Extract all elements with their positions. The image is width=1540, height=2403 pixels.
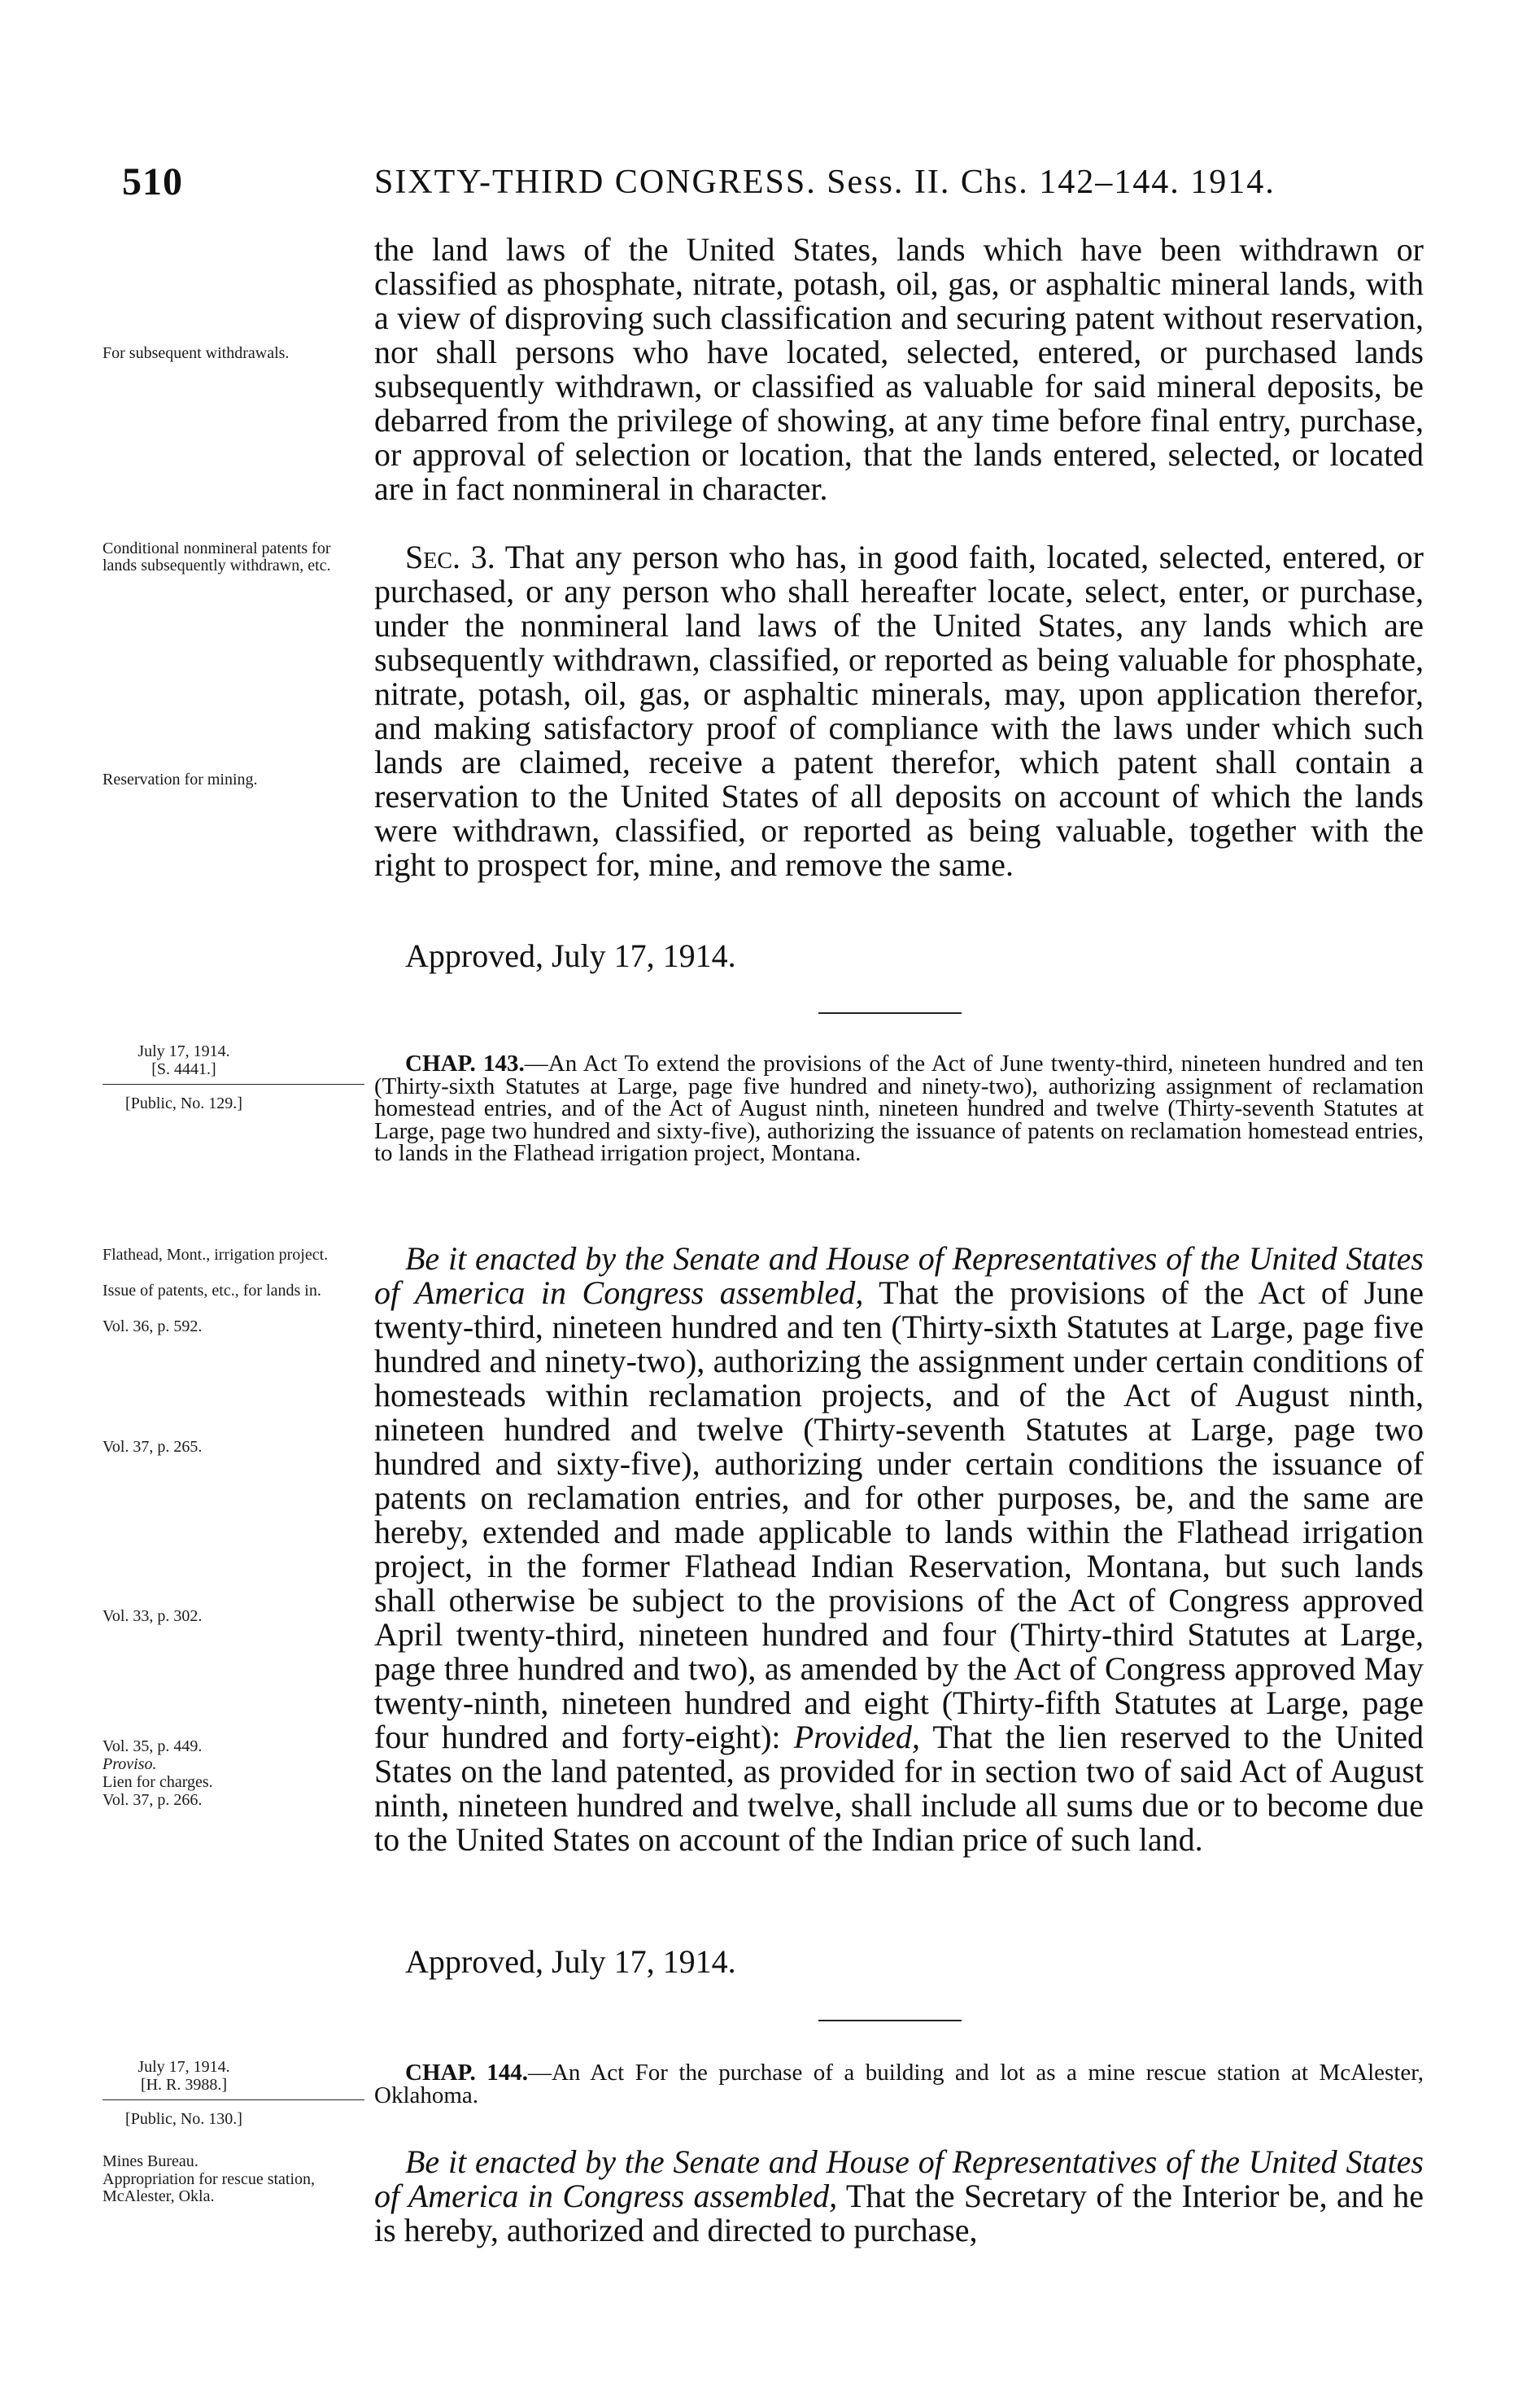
chap143-body-b: That the lien reserved to the United States on the land patented, as provided for in section two of said Act of August ninth, nineteen hundred and twelve, shall include all sums due or to become due to the United States on account of the Indian price of such land. xyxy=(374,1719,1424,1858)
margin-note-rule-2 xyxy=(103,2099,364,2100)
margin-note-vol33: Vol. 33, p. 302. xyxy=(103,1607,203,1625)
section-divider-rule xyxy=(818,1012,962,1014)
margin-note-chap143-public: [Public, No. 129.] xyxy=(125,1094,242,1112)
chap143-title-block xyxy=(374,1053,1424,1165)
chap144-title xyxy=(374,2062,1424,2107)
chap144-body-text: That the Secretary of the Interior be, and he is hereby, authorized and directed to purchase, xyxy=(374,2178,1424,2248)
margin-note-vol35: Vol. 35, p. 449. xyxy=(103,1737,203,1755)
margin-note-appropriation: Appropriation for rescue station, McAlester, Okla. xyxy=(103,2170,316,2205)
section-3 xyxy=(374,540,1424,882)
chap143-heading: CHAP. 143. xyxy=(405,1051,525,1077)
margin-note-chap144-date: July 17, 1914. xyxy=(137,2058,230,2076)
margin-note-flathead: Flathead, Mont., irrigation project. xyxy=(103,1246,329,1264)
margin-note-lien: Lien for charges. xyxy=(103,1773,213,1791)
section-continuation xyxy=(374,233,1424,506)
section-3-label: Sec. 3. xyxy=(405,539,495,575)
margin-note-vol37-266: Vol. 37, p. 266. xyxy=(103,1791,203,1809)
chap143-proviso: Provided, xyxy=(793,1719,920,1755)
margin-note-chap143-bill: [S. 4441.] xyxy=(151,1060,216,1078)
section-3-text: That any person who has, in good faith, located, selected, entered, or purchased, or any person who shall hereafter locate, select, enter, or purchase, under the nonmineral land laws of the United States, any lands which are subsequently withdrawn, classified, or reported as being valuable for phosphate, nitrate, potash, oil, gas, or asphaltic minerals, may, upon application therefor, and making satisfactory proof of compliance with the laws under which such lands are claimed, receive a patent therefor, which patent shall contain a reservation to the United States of all deposits on account of which the lands were withdrawn, classified, or reported as being valuable, together with the right to prospect for, mine, and remove the same. xyxy=(374,539,1424,883)
margin-note-subsequent-withdrawals: For subsequent withdrawals. xyxy=(103,344,290,362)
chap143-title xyxy=(374,1053,1424,1165)
margin-note-mines-bureau: Mines Bureau. xyxy=(103,2152,198,2170)
margin-note-chap144-public: [Public, No. 130.] xyxy=(125,2110,242,2128)
chap144-enacting-clause: Be it enacted by the Senate and House of Representatives of the United States of America in Congress assembled, xyxy=(374,2143,1424,2214)
chap144-title-block xyxy=(374,2062,1424,2107)
margin-note-reservation-mining: Reservation for mining. xyxy=(103,771,258,789)
margin-note-chap144-bill: [H. R. 3988.] xyxy=(140,2076,228,2094)
approved-chap143: Approved, July 17, 1914. xyxy=(405,1943,736,1980)
margin-note-conditional-patents: Conditional nonmineral patents for lands subsequently withdrawn, etc. xyxy=(103,540,331,575)
chap144-heading: CHAP. 144. xyxy=(405,2060,528,2086)
chap143-body xyxy=(374,1242,1424,1857)
chap143-body-a: That the provisions of the Act of June twenty-third, nineteen hundred and ten (Thirty-sixth Statutes at Large, page five hundred and ninety-two), authorizing the assignment under certain conditions of homesteads within reclamation projects, and of the Act of August ninth, nineteen hundred and twelve (Thirty-seventh Statutes at Large, page two hundred and sixty-five), authorizing under certain conditions the issuance of patents on reclamation entries, and for other purposes, be, and the same are hereby, extended and made applicable to lands within the Flathead irrigation project, in the former Flathead Indian Reservation, Montana, but such lands shall otherwise be subject to the provisions of the Act of Congress approved April twenty-third, nineteen hundred and four (Thirty-third Statutes at Large, page three hundred and two), as amended by the Act of Congress approved May twenty-ninth, nineteen hundred and eight (Thirty-fifth Statutes at Large, page four hundred and forty-eight): xyxy=(374,1274,1424,1755)
margin-note-rule xyxy=(103,1084,364,1085)
section-continuation-text: the land laws of the United States, lands which have been withdrawn or classified as phosphate, nitrate, potash, oil, gas, or asphaltic mineral lands, with a view of disproving such classification and securing patent without reservation, nor shall persons who have located, selected, entered, or purchased lands subsequently withdrawn, or classified as valuable for said mineral deposits, be debarred from the privilege of showing, at any time before final entry, purchase, or approval of selection or location, that the lands entered, selected, or located are in fact nonmineral in character. xyxy=(374,231,1424,507)
section-divider-rule-2 xyxy=(818,2020,962,2021)
chap144-body xyxy=(374,2145,1424,2248)
chap143-paragraph xyxy=(374,1242,1424,1857)
margin-note-vol37-265: Vol. 37, p. 265. xyxy=(103,1438,203,1456)
running-head: SIXTY-THIRD CONGRESS. Sess. II. Chs. 142–144. 1914. xyxy=(374,164,1276,201)
chap144-title-text: —An Act For the purchase of a building and lot as a mine rescue station at McAlester, Oklahoma. xyxy=(374,2060,1424,2108)
section-3-paragraph xyxy=(374,540,1424,882)
chap143-title-text: —An Act To extend the provisions of the Act of June twenty-third, nineteen hundred and ten (Thirty-sixth Statutes at Large, page five hundred and ninety-two), authorizing assignment of reclamation homestead entries, and of the Act of August ninth, nineteen hundred and twelve (Thirty-seventh Statutes at Large, page two hundred and sixty-five), authorizing the issuance of patents on reclamation homestead entries, to lands in the Flathead irrigation project, Montana. xyxy=(374,1051,1424,1166)
approved-chap142: Approved, July 17, 1914. xyxy=(405,937,736,974)
margin-note-issue-patents: Issue of patents, etc., for lands in. xyxy=(103,1282,321,1300)
chap144-paragraph xyxy=(374,2145,1424,2248)
margin-note-vol36: Vol. 36, p. 592. xyxy=(103,1317,203,1335)
chap143-enacting-clause: Be it enacted by the Senate and House of Representatives of the United States of America in Congress assembled, xyxy=(374,1240,1424,1311)
page-header xyxy=(122,159,1424,208)
margin-note-proviso: Proviso. xyxy=(103,1755,157,1773)
margin-note-chap143-date: July 17, 1914. xyxy=(137,1042,230,1060)
page-number: 510 xyxy=(122,160,183,203)
